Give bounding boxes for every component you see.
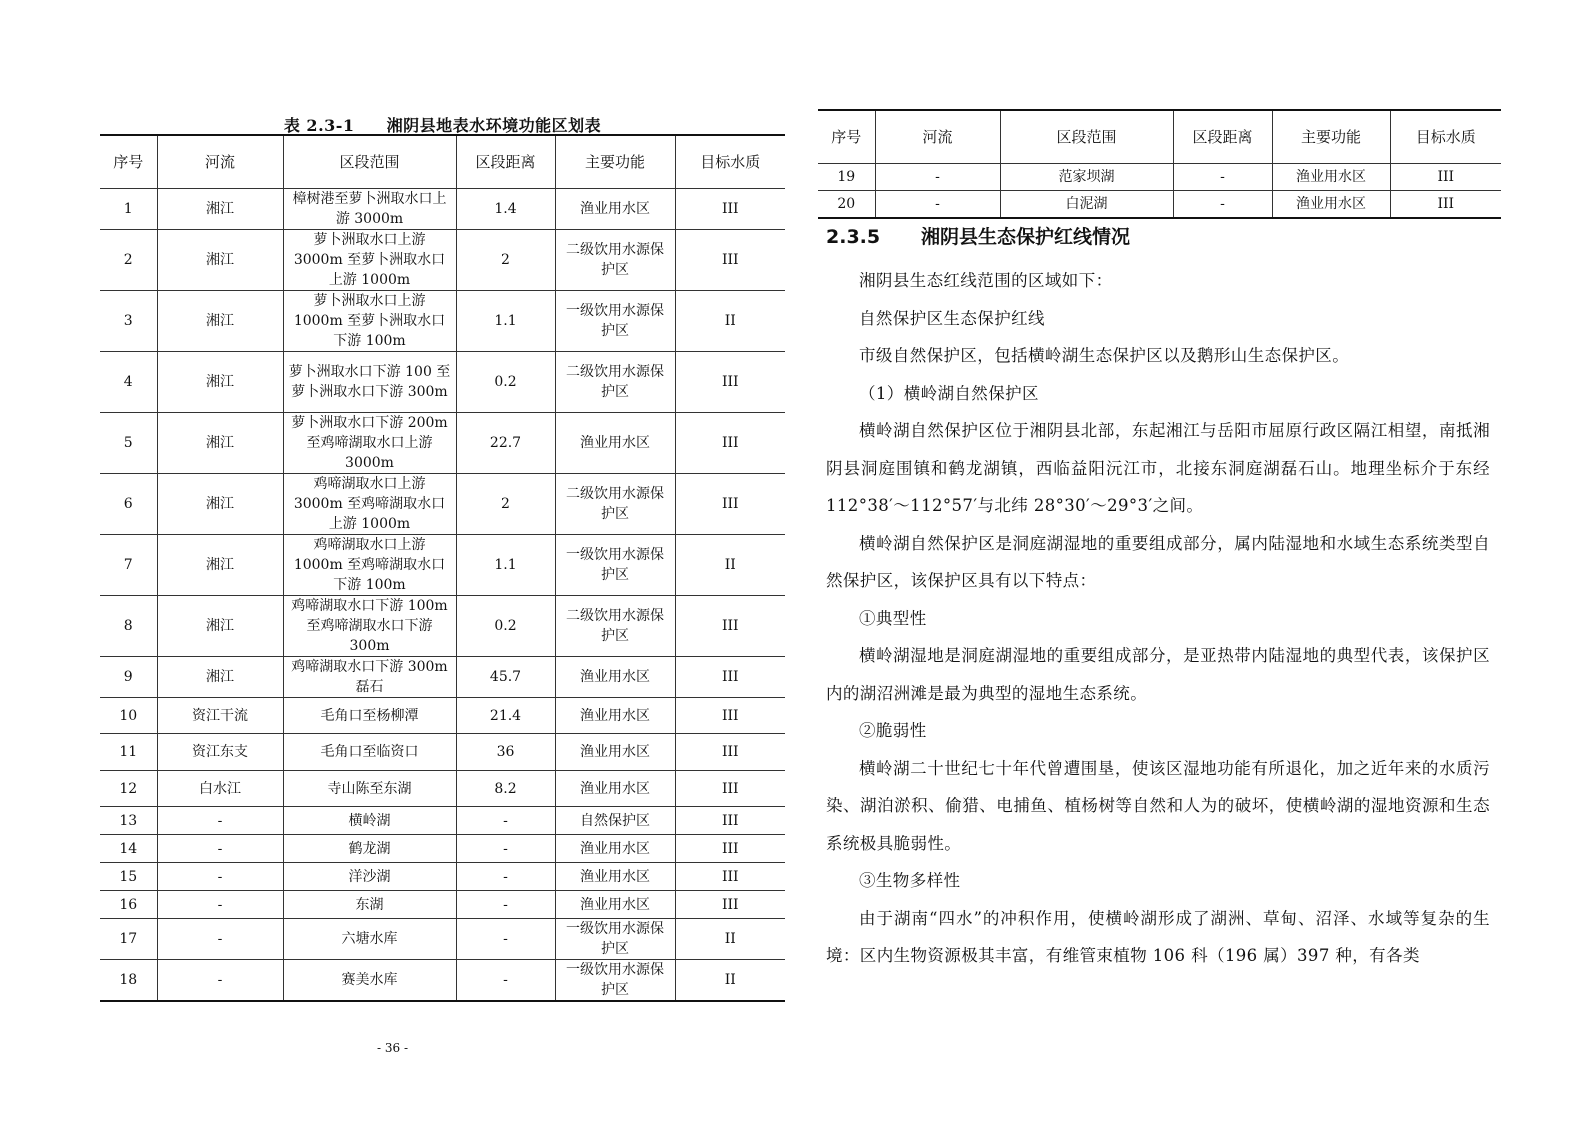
table-cell: 45.7	[456, 657, 555, 698]
section-heading	[826, 222, 1130, 249]
paragraph: （1）横岭湖自然保护区	[859, 383, 1039, 403]
table-cell: III	[675, 657, 785, 698]
table-caption-number: 表 2.3-1	[283, 116, 355, 135]
table-cell: 鹤龙湖	[283, 835, 456, 863]
table-cell: III	[675, 807, 785, 835]
table-cell: -	[456, 891, 555, 919]
table-cell: 二级饮用水源保护区	[555, 474, 675, 535]
table-cell: 21.4	[456, 698, 555, 734]
table-row	[100, 807, 785, 835]
table-cell: 14	[100, 835, 157, 863]
table-cell: 1.1	[456, 535, 555, 596]
table-caption-title: 湘阴县地表水环境功能区划表	[386, 116, 602, 135]
table-cell: 2	[100, 230, 157, 291]
table-cell: -	[157, 863, 283, 891]
table-cell: 15	[100, 863, 157, 891]
table-cell: 范家坝湖	[1000, 164, 1173, 191]
table-cell: III	[675, 352, 785, 413]
table-cell: 5	[100, 413, 157, 474]
table-cell: 一级饮用水源保护区	[555, 919, 675, 960]
table-row	[100, 352, 785, 413]
table-cell: 湘江	[157, 230, 283, 291]
table-cell: 湘江	[157, 413, 283, 474]
table-cell: 鸡啼湖取水口下游 100m 至鸡啼湖取水口下游 300m	[283, 596, 456, 657]
table-row	[100, 413, 785, 474]
table-row	[100, 189, 785, 230]
table-cell: 7	[100, 535, 157, 596]
table-row	[818, 164, 1501, 191]
table-header-row	[100, 135, 785, 189]
table-row	[100, 535, 785, 596]
table-cell: 10	[100, 698, 157, 734]
table-row	[100, 474, 785, 535]
table-cell: 横岭湖	[283, 807, 456, 835]
table-cell: 20	[818, 191, 875, 219]
header-cell: 目标水质	[675, 135, 785, 189]
table-cell: 二级饮用水源保护区	[555, 352, 675, 413]
table-cell: 樟树港至萝卜洲取水口上游 3000m	[283, 189, 456, 230]
table-cell: 渔业用水区	[555, 891, 675, 919]
header-cell: 河流	[875, 110, 1000, 164]
header-cell: 区段范围	[1000, 110, 1173, 164]
table-cell: 渔业用水区	[555, 413, 675, 474]
table-caption	[100, 113, 785, 136]
header-cell: 主要功能	[1272, 110, 1390, 164]
table-cell: III	[1390, 164, 1501, 191]
paragraph: ②脆弱性	[859, 721, 927, 740]
table-cell: -	[456, 960, 555, 1002]
paragraph: ③生物多样性	[859, 871, 961, 890]
table-cell: 湘江	[157, 352, 283, 413]
table-cell: 东湖	[283, 891, 456, 919]
table-row	[100, 919, 785, 960]
table-cell: -	[157, 960, 283, 1002]
table-cell: II	[675, 919, 785, 960]
paragraph: 湘阴县生态红线范围的区域如下：	[859, 271, 1113, 290]
header-cell: 序号	[818, 110, 875, 164]
table-row	[100, 596, 785, 657]
table-cell: 13	[100, 807, 157, 835]
table-cell: III	[675, 891, 785, 919]
table-cell: 一级饮用水源保护区	[555, 535, 675, 596]
table-row	[100, 657, 785, 698]
table-cell: 毛角口至杨柳潭	[283, 698, 456, 734]
header-cell: 河流	[157, 135, 283, 189]
table-cell: II	[675, 535, 785, 596]
table-cell: 渔业用水区	[555, 734, 675, 771]
table-cell: 湘江	[157, 535, 283, 596]
table-cell: 渔业用水区	[555, 863, 675, 891]
table-cell: 渔业用水区	[1272, 191, 1390, 219]
header-cell: 区段范围	[283, 135, 456, 189]
table-cell: 36	[456, 734, 555, 771]
table-cell: III	[675, 230, 785, 291]
paragraph: 横岭湖湿地是洞庭湖湿地的重要组成部分，是亚热带内陆湿地的典型代表，该保护区内的湖沼洲滩是最为典型的湿地生态系统。	[826, 646, 1490, 703]
table-cell: -	[456, 835, 555, 863]
section-body	[826, 262, 1490, 975]
table-row	[100, 960, 785, 1002]
water-function-table-continued	[818, 109, 1501, 219]
table-cell: 一级饮用水源保护区	[555, 291, 675, 352]
table-cell: -	[157, 919, 283, 960]
table-cell: 12	[100, 771, 157, 807]
page-number: - 36 -	[376, 1041, 408, 1055]
table-cell: 萝卜洲取水口下游 200m 至鸡啼湖取水口上游 3000m	[283, 413, 456, 474]
table-cell: 二级饮用水源保护区	[555, 230, 675, 291]
paragraph: 由于湖南“四水”的冲积作用，使横岭湖形成了湖洲、草甸、沼泽、水域等复杂的生境：区内生物资源极其丰富，有维管束植物 106 科（196 属）397 种，有各类	[826, 908, 1490, 965]
table-cell: 洋沙湖	[283, 863, 456, 891]
header-cell: 序号	[100, 135, 157, 189]
table-cell: 2	[456, 230, 555, 291]
table-cell: 湘江	[157, 474, 283, 535]
table-cell: 毛角口至临资口	[283, 734, 456, 771]
table-cell: 萝卜洲取水口上游 1000m 至萝卜洲取水口下游 100m	[283, 291, 456, 352]
table-cell: 渔业用水区	[555, 657, 675, 698]
table-cell: III	[675, 596, 785, 657]
table-cell: III	[675, 189, 785, 230]
table-row	[100, 835, 785, 863]
table-row	[100, 291, 785, 352]
table-cell: 白水江	[157, 771, 283, 807]
table-cell: 9	[100, 657, 157, 698]
table-cell: -	[875, 164, 1000, 191]
table-cell: III	[675, 835, 785, 863]
table-cell: 萝卜洲取水口上游 3000m 至萝卜洲取水口上游 1000m	[283, 230, 456, 291]
table-cell: 19	[818, 164, 875, 191]
table-cell: -	[875, 191, 1000, 219]
table-cell: 8	[100, 596, 157, 657]
paragraph: ①典型性	[859, 608, 927, 628]
table-cell: 渔业用水区	[555, 698, 675, 734]
table-cell: -	[1173, 164, 1272, 191]
table-header-row	[818, 110, 1501, 164]
table-row	[100, 771, 785, 807]
table-cell: 1.4	[456, 189, 555, 230]
table-cell: 11	[100, 734, 157, 771]
table-cell: 鸡啼湖取水口下游 300m 磊石	[283, 657, 456, 698]
table-cell: 17	[100, 919, 157, 960]
table-cell: III	[675, 413, 785, 474]
table-cell: -	[456, 863, 555, 891]
table-cell: 湘江	[157, 189, 283, 230]
table-cell: 渔业用水区	[555, 189, 675, 230]
table-row	[100, 698, 785, 734]
table-cell: -	[157, 835, 283, 863]
table-cell: 湘江	[157, 596, 283, 657]
table-cell: -	[456, 919, 555, 960]
table-cell: III	[675, 771, 785, 807]
header-cell: 区段距离	[456, 135, 555, 189]
table-cell: 8.2	[456, 771, 555, 807]
table-cell: II	[675, 960, 785, 1002]
section-number: 2.3.5	[826, 226, 881, 248]
table-cell: 鸡啼湖取水口上游 3000m 至鸡啼湖取水口上游 1000m	[283, 474, 456, 535]
water-function-table	[100, 134, 785, 1002]
header-cell: 主要功能	[555, 135, 675, 189]
table-cell: 1	[100, 189, 157, 230]
table-cell: 0.2	[456, 352, 555, 413]
table-cell: II	[675, 291, 785, 352]
table-cell: 4	[100, 352, 157, 413]
header-cell: 目标水质	[1390, 110, 1501, 164]
header-cell: 区段距离	[1173, 110, 1272, 164]
table-cell: 白泥湖	[1000, 191, 1173, 219]
table-cell: 资江东支	[157, 734, 283, 771]
table-cell: 18	[100, 960, 157, 1002]
table-cell: 渔业用水区	[1272, 164, 1390, 191]
table-cell: III	[675, 474, 785, 535]
paragraph: 横岭湖自然保护区位于湘阴县北部，东起湘江与岳阳市屈原行政区隔江相望，南抵湘阴县洞庭围镇和鹤龙湖镇，西临益阳沅江市，北接东洞庭湖磊石山。地理坐标介于东经 112°38′～112°57′与北纬 28°30′～29°3′之间。	[826, 421, 1490, 515]
table-cell: -	[157, 891, 283, 919]
table-row	[100, 863, 785, 891]
table-cell: -	[456, 807, 555, 835]
paragraph: 市级自然保护区，包括横岭湖生态保护区以及鹅形山生态保护区。	[859, 346, 1350, 365]
table-cell: 六塘水库	[283, 919, 456, 960]
table-cell: 湘江	[157, 657, 283, 698]
table-cell: 赛美水库	[283, 960, 456, 1002]
table-cell: 16	[100, 891, 157, 919]
table-row	[100, 734, 785, 771]
table-cell: 鸡啼湖取水口上游 1000m 至鸡啼湖取水口下游 100m	[283, 535, 456, 596]
table-cell: 湘江	[157, 291, 283, 352]
table-cell: -	[1173, 191, 1272, 219]
table-cell: 22.7	[456, 413, 555, 474]
paragraph: 横岭湖自然保护区是洞庭湖湿地的重要组成部分，属内陆湿地和水域生态系统类型自然保护区，该保护区具有以下特点：	[826, 533, 1490, 590]
table-cell: III	[675, 734, 785, 771]
paragraph: 自然保护区生态保护红线	[859, 308, 1045, 328]
section-title: 湘阴县生态保护红线情况	[921, 226, 1131, 248]
table-cell: 一级饮用水源保护区	[555, 960, 675, 1002]
table-row	[100, 230, 785, 291]
table-cell: 1.1	[456, 291, 555, 352]
paragraph: 横岭湖二十世纪七十年代曾遭围垦，使该区湿地功能有所退化，加之近年来的水质污染、湖泊淤积、偷猎、电捕鱼、植杨树等自然和人为的破坏，使横岭湖的湿地资源和生态系统极具脆弱性。	[826, 758, 1490, 853]
table-row	[818, 191, 1501, 219]
table-cell: 6	[100, 474, 157, 535]
table-row	[100, 891, 785, 919]
table-cell: 0.2	[456, 596, 555, 657]
table-cell: -	[157, 807, 283, 835]
table-cell: III	[675, 698, 785, 734]
table-cell: 二级饮用水源保护区	[555, 596, 675, 657]
table-cell: 2	[456, 474, 555, 535]
table-cell: III	[1390, 191, 1501, 219]
table-cell: III	[675, 863, 785, 891]
table-cell: 自然保护区	[555, 807, 675, 835]
table-cell: 3	[100, 291, 157, 352]
table-cell: 资江干流	[157, 698, 283, 734]
table-cell: 寺山陈至东湖	[283, 771, 456, 807]
table-cell: 萝卜洲取水口下游 100 至萝卜洲取水口下游 300m	[283, 352, 456, 413]
table-cell: 渔业用水区	[555, 771, 675, 807]
table-cell: 渔业用水区	[555, 835, 675, 863]
